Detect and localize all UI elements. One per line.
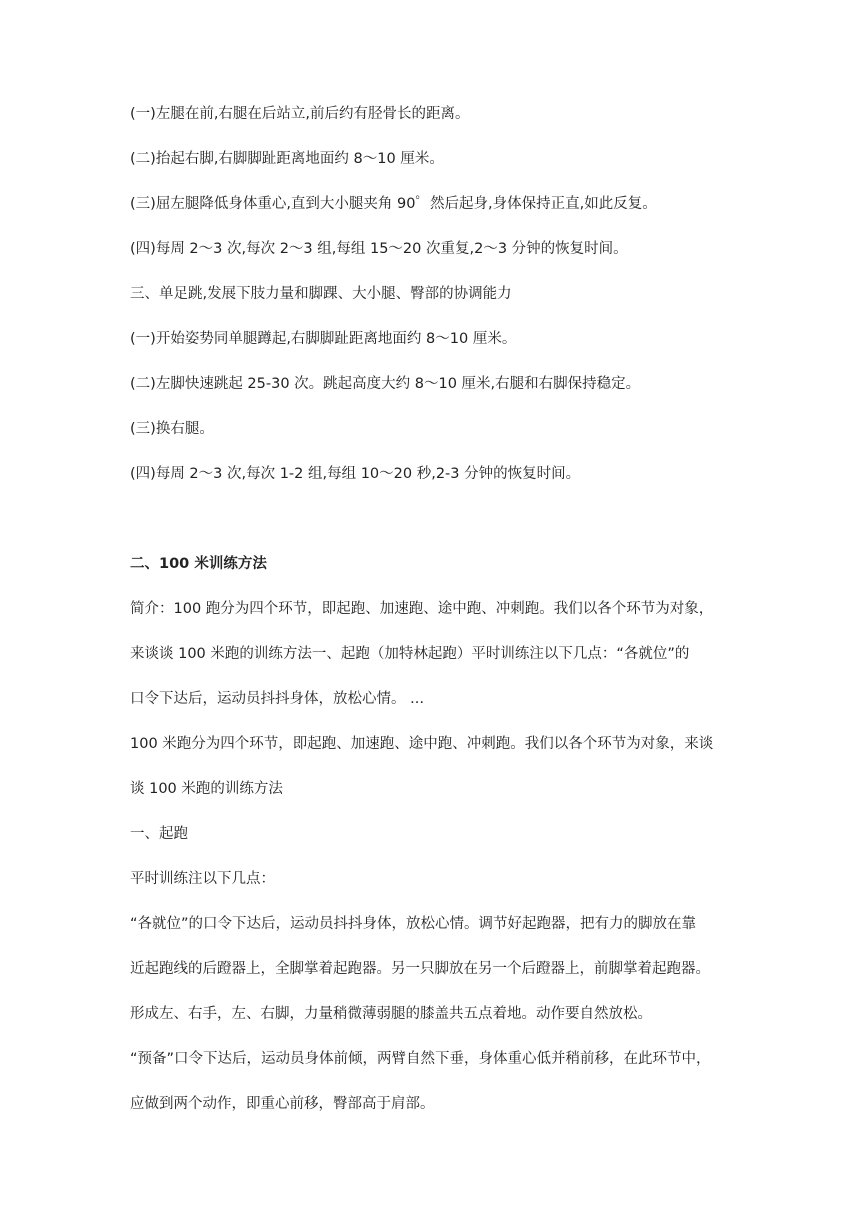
section-heading: 二、100 米训练方法 <box>130 556 267 572</box>
body-line: 100 米跑分为四个环节，即起跑、加速跑、途中跑、冲刺跑。我们以各个环节为对象，来谈 <box>130 736 714 752</box>
step-line: (四)每周 2～3 次,每次 1-2 组,每组 10～20 秒,2-3 分钟的恢复时间。 <box>130 466 581 482</box>
step-line: (三)换右腿。 <box>130 421 214 437</box>
step-line: (二)抬起右脚,右脚脚趾距离地面约 8～10 厘米。 <box>130 151 444 167</box>
body-line: 近起跑线的后蹬器上，全脚掌着起跑器。另一只脚放在另一个后蹬器上，前脚掌着起跑器。 <box>130 961 710 977</box>
body-line: “各就位”的口令下达后，运动员抖抖身体，放松心情。调节好起跑器，把有力的脚放在靠 <box>130 916 697 932</box>
step-line: (三)屈左腿降低身体重心,直到大小腿夹角 90゜然后起身,身体保持正直,如此反复。 <box>130 196 657 212</box>
step-line: (一)左腿在前,右腿在后站立,前后约有胫骨长的距离。 <box>130 106 470 122</box>
body-line: 谈 100 米跑的训练方法 <box>130 781 283 797</box>
intro-line: 口令下达后，运动员抖抖身体，放松心情。 ... <box>130 691 424 707</box>
body-line: “预备”口令下达后，运动员身体前倾，两臂自然下垂，身体重心低并稍前移，在此环节中， <box>130 1051 711 1067</box>
body-line: 形成左、右手，左、右脚，力量稍微薄弱腿的膝盖共五点着地。动作要自然放松。 <box>130 1006 652 1022</box>
body-line: 平时训练注以下几点： <box>130 871 275 887</box>
intro-line: 简介：100 跑分为四个环节，即起跑、加速跑、途中跑、冲刺跑。我们以各个环节为对象， <box>130 601 714 617</box>
section-title: 三、单足跳,发展下肢力量和脚踝、大小腿、臀部的协调能力 <box>130 286 512 302</box>
intro-line: 来谈谈 100 米跑的训练方法一、起跑（加特林起跑）平时训练注以下几点：“各就位”的 <box>130 646 690 662</box>
body-line: 应做到两个动作，即重心前移，臀部高于肩部。 <box>130 1096 435 1112</box>
subheading-line: 一、起跑 <box>130 826 188 842</box>
step-line: (四)每周 2～3 次,每次 2～3 组,每组 15～20 次重复,2～3 分钟的恢复时间。 <box>130 241 628 257</box>
step-line: (一)开始姿势同单腿蹲起,右脚脚趾距离地面约 8～10 厘米。 <box>130 331 517 347</box>
step-line: (二)左脚快速跳起 25-30 次。跳起高度大约 8～10 厘米,右腿和右脚保持稳定。 <box>130 376 641 392</box>
